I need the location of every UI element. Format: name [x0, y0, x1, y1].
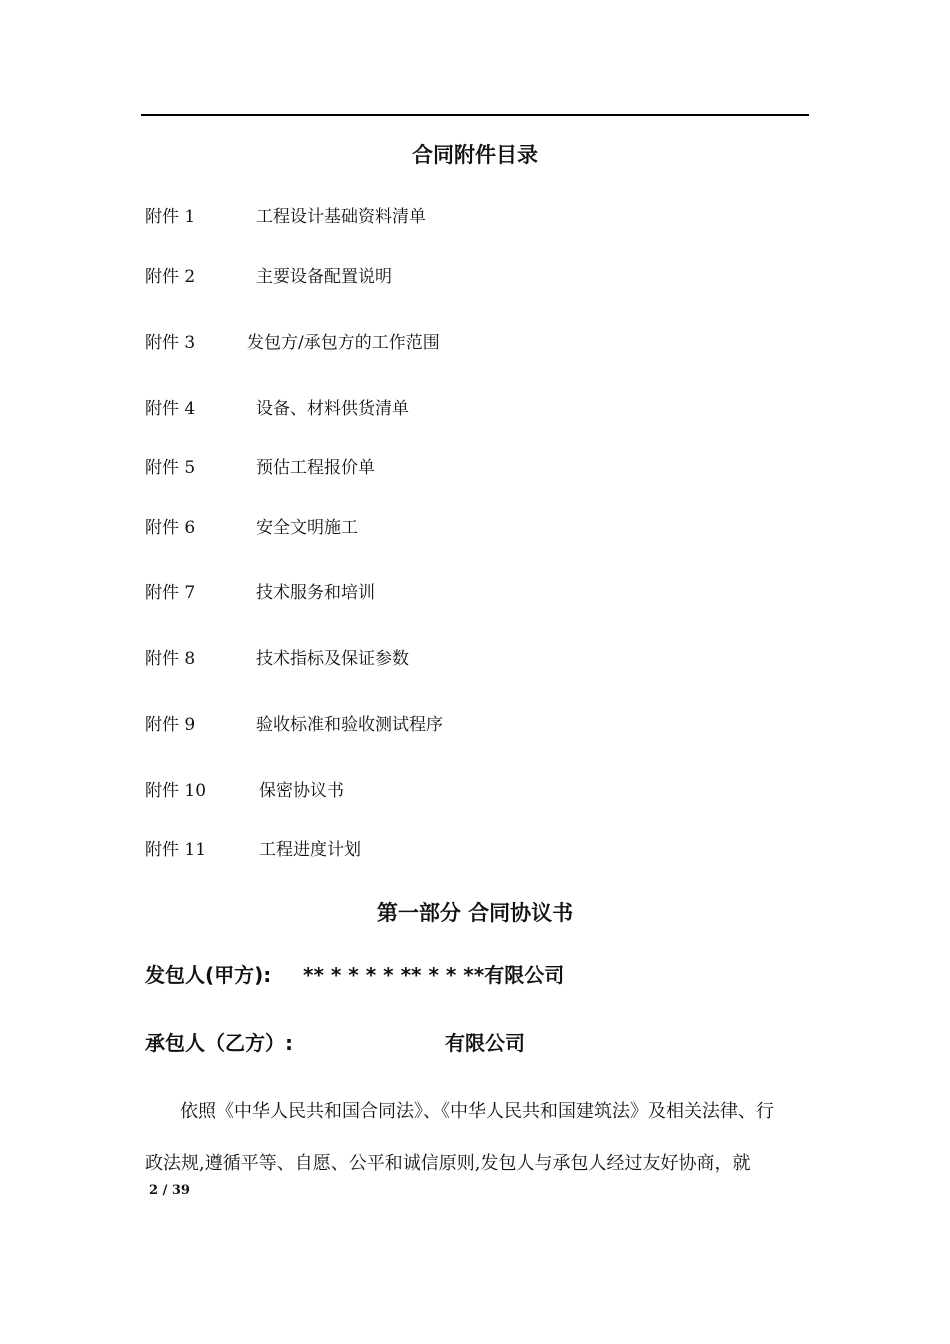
appendix-number: 附件 5	[145, 458, 196, 478]
appendix-name: 技术指标及保证参数	[256, 649, 409, 669]
appendix-name: 保密协议书	[259, 781, 344, 801]
appendix-number: 附件 3	[145, 333, 196, 353]
appendix-name: 发包方/承包方的工作范围	[247, 333, 440, 353]
appendix-name: 工程进度计划	[259, 840, 361, 860]
appendix-number: 附件 10	[145, 781, 207, 801]
party-b	[145, 1027, 525, 1056]
party-a-value: ** * * * * ** * * **有限公司	[303, 963, 565, 987]
appendix-name: 工程设计基础资料清单	[256, 207, 426, 227]
appendix-name: 安全文明施工	[256, 518, 358, 538]
appendix-number: 附件 2	[145, 267, 196, 287]
header-rule	[141, 114, 809, 116]
appendix-name: 验收标准和验收测试程序	[256, 715, 443, 735]
appendix-name: 设备、材料供货清单	[256, 399, 409, 419]
appendix-name: 主要设备配置说明	[256, 267, 392, 287]
appendix-number: 附件 9	[145, 715, 196, 735]
party-b-label: 承包人（乙方）:	[145, 1031, 293, 1055]
appendix-number: 附件 6	[145, 518, 196, 538]
body-paragraph-line: 政法规,遵循平等、自愿、公平和诚信原则,发包人与承包人经过友好协商，就	[145, 1153, 751, 1174]
party-a-label: 发包人(甲方):	[145, 963, 272, 987]
appendix-number: 附件 4	[145, 399, 196, 419]
appendix-number: 附件 8	[145, 649, 196, 669]
party-b-value: 有限公司	[445, 1031, 525, 1055]
appendix-number: 附件 1	[145, 207, 196, 227]
appendix-number: 附件 11	[145, 840, 207, 860]
party-a	[145, 959, 565, 988]
page-number: 2 / 39	[149, 1183, 190, 1198]
body-paragraph-line: 依照《中华人民共和国合同法》、《中华人民共和国建筑法》及相关法律、行	[180, 1101, 774, 1122]
appendix-number: 附件 7	[145, 583, 196, 603]
appendix-name: 技术服务和培训	[256, 583, 375, 603]
appendix-name: 预估工程报价单	[256, 458, 375, 478]
part-title: 第一部分 合同协议书	[376, 901, 574, 925]
appendix-list-title: 合同附件目录	[412, 143, 538, 167]
